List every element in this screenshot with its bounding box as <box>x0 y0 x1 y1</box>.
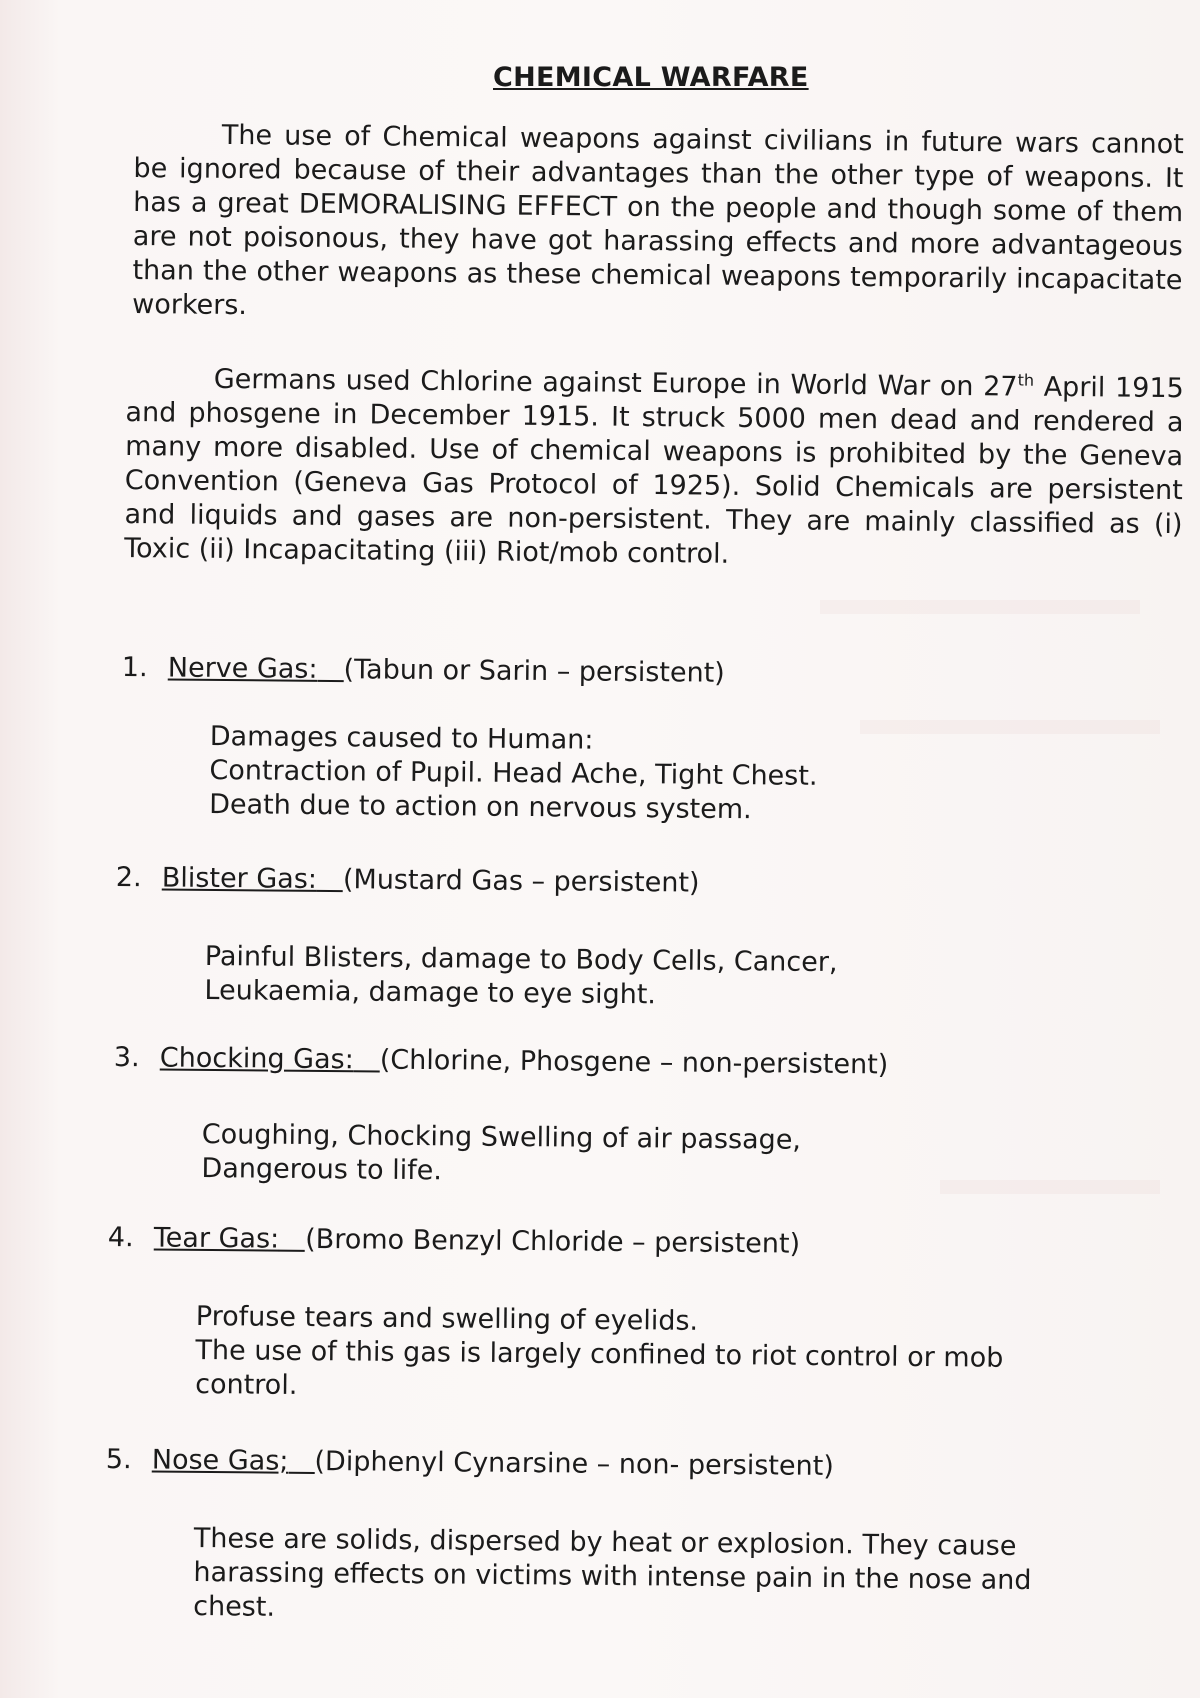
intro-paragraph <box>132 118 1184 332</box>
description-line: chest. <box>193 1590 276 1623</box>
gas-description <box>195 1300 1004 1410</box>
description-line: Dangerous to life. <box>201 1152 443 1187</box>
gas-description <box>193 1522 1032 1632</box>
description-line: These are solids, dispersed by heat or explosion. They cause <box>193 1523 1017 1562</box>
description-line: Damages caused to Human: <box>209 720 594 756</box>
gas-detail: (Chlorine, Phosgene – non-persistent) <box>379 1044 889 1081</box>
description-line: The use of this gas is largely confined to riot control or mob <box>195 1334 1004 1374</box>
ordinal-suffix: th <box>1017 370 1035 390</box>
description-line: Coughing, Chocking Swelling of air passage, <box>201 1119 802 1156</box>
page-title: CHEMICAL WARFARE <box>493 62 809 93</box>
gas-heading <box>122 652 725 689</box>
gas-label: Blister Gas: <box>161 862 318 895</box>
gas-description <box>204 940 837 1014</box>
gas-detail: (Bromo Benzyl Chloride – persistent) <box>305 1223 801 1260</box>
description-line: control. <box>195 1368 298 1401</box>
gas-heading <box>106 1444 834 1482</box>
description-line: harassing effects on victims with intense pain in the nose and <box>193 1556 1032 1597</box>
history-paragraph-text: Germans used Chlorine against Europe in World War on 27 <box>213 363 1018 403</box>
show-through-mark <box>860 720 1160 734</box>
gas-label: Chocking Gas: <box>159 1042 354 1076</box>
gas-label: Nerve Gas: <box>167 652 318 685</box>
gas-detail: (Mustard Gas – persistent) <box>342 864 700 899</box>
item-number: 2. <box>115 862 142 894</box>
history-paragraph-text-rest: April 1915 and phosgene in December 1915. It struck 5000 men dead and rendered a many more disabled. Use of chemical weapons is prohibited by the Geneva Convention (Geneva Gas Protocol of 1925). Solid Chemicals are persistent and liquids and gases are non-persistent. They are mainly classified as (i) Toxic (ii) Incapacitating (iii) Riot/mob control. <box>124 371 1184 570</box>
gas-detail: (Tabun or Sarin – persistent) <box>343 654 725 689</box>
gas-heading <box>114 1042 889 1080</box>
gas-description <box>209 720 818 828</box>
description-line: Death due to action on nervous system. <box>209 788 752 826</box>
gas-heading <box>116 862 700 899</box>
description-line: Leukaemia, damage to eye sight. <box>204 974 657 1011</box>
show-through-mark <box>940 1180 1160 1194</box>
intro-paragraph-text: The use of Chemical weapons against civilians in future wars cannot be ignored because of their advantages than the other type of weapons. It has a great DEMORALISING EFFECT on the people and though some of them are not poisonous, they have got harassing effects and more advantageous than the other weapons as these chemical weapons temporarily incapacitate workers. <box>132 119 1184 322</box>
item-number: 3. <box>113 1042 140 1074</box>
gas-heading <box>108 1222 801 1260</box>
item-number: 1. <box>121 652 148 684</box>
show-through-mark <box>820 600 1140 614</box>
gas-label: Nose Gas; <box>151 1444 289 1477</box>
gas-description <box>201 1118 801 1192</box>
gas-detail: (Diphenyl Cynarsine – non- persistent) <box>314 1446 834 1482</box>
history-paragraph <box>124 362 1184 576</box>
gas-label: Tear Gas: <box>153 1222 280 1255</box>
description-line: Contraction of Pupil. Head Ache, Tight Chest. <box>209 754 818 792</box>
description-line: Painful Blisters, damage to Body Cells, Cancer, <box>204 940 838 979</box>
description-line: Profuse tears and swelling of eyelids. <box>195 1301 699 1337</box>
item-number: 4. <box>107 1222 134 1254</box>
item-number: 5. <box>105 1444 132 1476</box>
